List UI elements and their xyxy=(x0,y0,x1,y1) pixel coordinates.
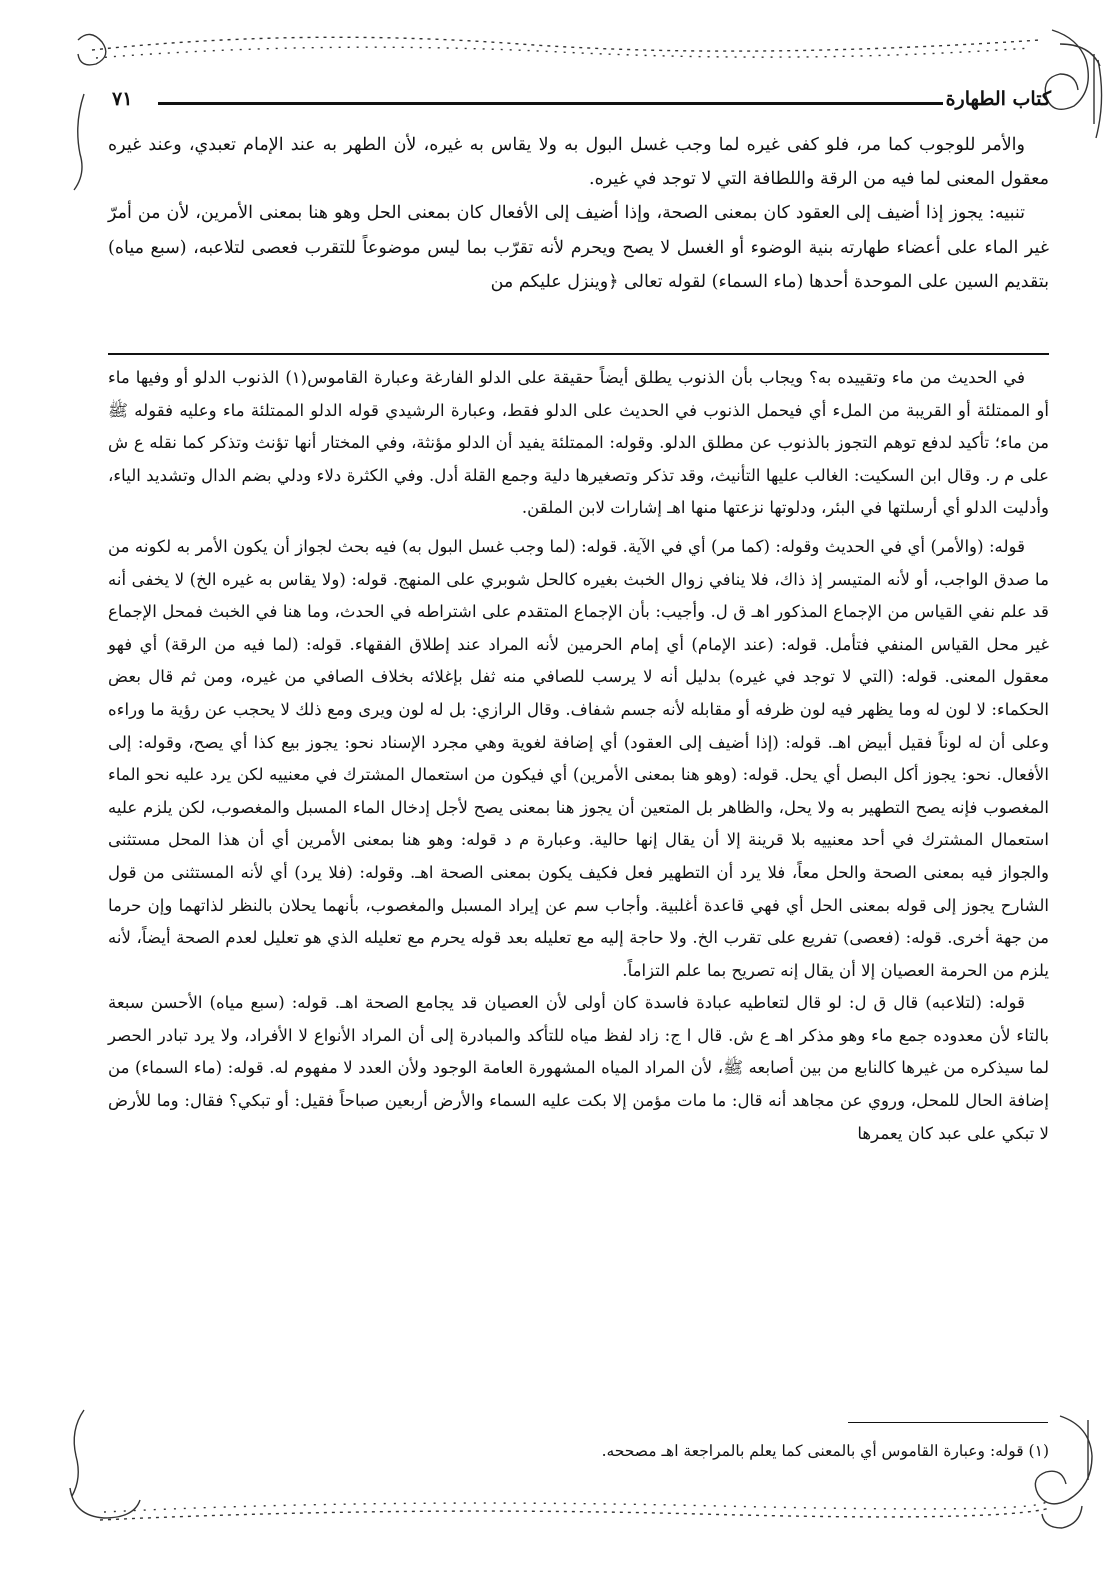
matn-sharh-separator xyxy=(108,353,1049,355)
footnote: (١) قوله: وعبارة القاموس أي بالمعنى كما يعلم بالمراجعة اهـ مصححه. xyxy=(601,1442,1049,1460)
page-number: ٧١ xyxy=(112,88,133,110)
sharh-paragraph-1: في الحديث من ماء وتقييده به؟ ويجاب بأن الذنوب يطلق أيضاً حقيقة على الدلو الفارغة وعبارة القاموس(١) الذنوب الدلو أو وفيها ماء أو الممتلئة أو القريبة من الملء أي فيحمل الذنوب في الحديث على الدلو فقط، وعبارة الرشيدي قوله الدلو الممتلئة ماء وعليه فقوله ﷺ من ماء؛ تأكيد لدفع توهم التجوز بالذنوب عن مطلق الدلو. وقوله: الممتلئة يفيد أن الدلو مؤنثة، وفي المختار أنها تؤنث وتذكر كما نقله ع ش على م ر. وقال ابن السكيت: الغالب عليها التأنيث، وقد تذكر وتصغيرها دلية وجمع القلة أدل. وفي الكثرة دلاء ودلي بضم الدال وتشديد الياء، وأدليت الدلو أي أرسلتها في البئر، ودلوتها نزعتها منها اهـ إشارات لابن الملقن. xyxy=(108,368,1049,518)
header-rule xyxy=(158,102,943,105)
matn-paragraph-2: تنبيه: يجوز إذا أضيف إلى العقود كان بمعنى الصحة، وإذا أضيف إلى الأفعال كان بمعنى الحل وهو هنا بمعنى الأمرين، لأن من أمرّ غير الماء على أعضاء طهارته بنية الوضوء أو الغسل لا يصح ويحرم لأنه تقرّب بما ليس موضوعاً للتقرب فعصى لتلاعبه، (سبع مياه) بتقديم السين على الموحدة أحدها (ماء السماء) لقوله تعالى ﴿وينزل عليكم من xyxy=(108,203,1049,292)
matn-paragraph-1: والأمر للوجوب كما مر، فلو كفى غيره لما وجب غسل البول به ولا يقاس به غيره، لأن الطهر به عند الإمام تعبدي، وعند غيره معقول المعنى لما فيه من الرقة واللطافة التي لا توجد في غيره. xyxy=(108,135,1049,190)
page-header xyxy=(112,88,1051,118)
footnote-rule xyxy=(848,1422,1048,1423)
sharh-paragraph-3: قوله: (لتلاعبه) قال ق ل: لو قال لتعاطيه عبادة فاسدة كان أولى لأن العصيان قد يجامع الصحة اهـ. قوله: (سبع مياه) الأحسن سبعة بالتاء لأن معدوده جمع ماء وهو مذكر اهـ ع ش. قال ا ج: زاد لفظ مياه للتأكد والمبادرة إلى أن المراد الأنواع لا الأفراد، ولا يرد تبادر الحصر لما سيذكره من غيرها كالنابع من بين أصابعه ﷺ، لأن المراد المياه المشهورة العامة الوجود ولأن العدد لا مفهوم له. قوله: (ماء السماء) من إضافة الحال للمحل، وروي عن مجاهد أنه قال: ما مات مؤمن إلا بكت عليه السماء والأرض أربعين صباحاً فقيل: أو تبكي؟ فقال: وما للأرض لا تبكي على عبد كان يعمرها xyxy=(108,993,1049,1143)
sharh-text xyxy=(108,362,1049,1150)
book-title: كتاب الطهارة xyxy=(945,88,1051,110)
matn-text xyxy=(108,128,1049,299)
sharh-paragraph-2: قوله: (والأمر) أي في الحديث وقوله: (كما مر) أي في الآية. قوله: (لما وجب غسل البول به) فيه بحث لجواز أن يكون الأمر به لكونه من ما صدق الواجب، أو لأنه المتيسر إذ ذاك، فلا ينافي زوال الخبث بغيره كالحل شوبري على المنهج. قوله: (ولا يقاس به غيره الخ) لا يخفى أنه قد علم نفي القياس من الإجماع المذكور اهـ ق ل. وأجيب: بأن الإجماع المتقدم على اشتراطه في الحدث، وما هنا في الخبث فمحل الإجماع غير محل القياس المنفي فتأمل. قوله: (عند الإمام) أي إمام الحرمين لأنه المراد عند إطلاق الفقهاء. قوله: (لما فيه من الرقة) أي فهو معقول المعنى. قوله: (التي لا توجد في غيره) بدليل أنه لا يرسب للصافي منه ثفل بإغلائه بخلاف الصافي من غيره، ومن ثم قال بعض الحكماء: لا لون له وما يظهر فيه لون ظرفه أو مقابله لأنه جسم شفاف. وقال الرازي: بل له لون ويرى ومع ذلك لا يحجب عن رؤية ما وراءه وعلى أن له لوناً فقيل أبيض اهـ. قوله: (إذا أضيف إلى العقود) أي إضافة لغوية وهي مجرد الإسناد نحو: يجوز بيع كذا أي يصح، وقوله: إلى الأفعال. نحو: يجوز أكل البصل أي يحل. قوله: (وهو هنا بمعنى الأمرين) أي فيكون من استعمال المشترك في معنييه لكن يرد عليه نحو الماء المغصوب فإنه يصح التطهير به ولا يحل، والظاهر بل المتعين أن يجوز هنا بمعنى يصح لأجل إدخال الماء المسبل والمغصوب، لكن يلزم عليه استعمال المشترك في أحد معنييه بلا قرينة إلا أن يقال إنها حالية. وعبارة م د قوله: وهو هنا بمعنى الأمرين أي أن هذا المحل مستثنى والجواز فيه بمعنى الصحة والحل معاً، فلا يرد أن التطهير فعل فكيف يكون بمعنى الصحة اهـ. وقوله: (فلا يرد) أي لأنه المستثنى من قول الشارح يجوز إلى قوله بمعنى الحل أي فهي قاعدة أغلبية. وأجاب سم عن إيراد المسبل والمغصوب، بأنهما يحلان بالنظر لذاتهما وإن حرما من جهة أخرى. قوله: (فعصى) تفريع على تقرب الخ. ولا حاجة إليه مع تعليله بعد قوله يحرم مع تعليله الذي هو تعليل لعدم الصحة أيضاً، لأنه يلزم من الحرمة العصيان إلا أن يقال إنه تصريح بما علم التزاماً. xyxy=(108,536,1049,980)
